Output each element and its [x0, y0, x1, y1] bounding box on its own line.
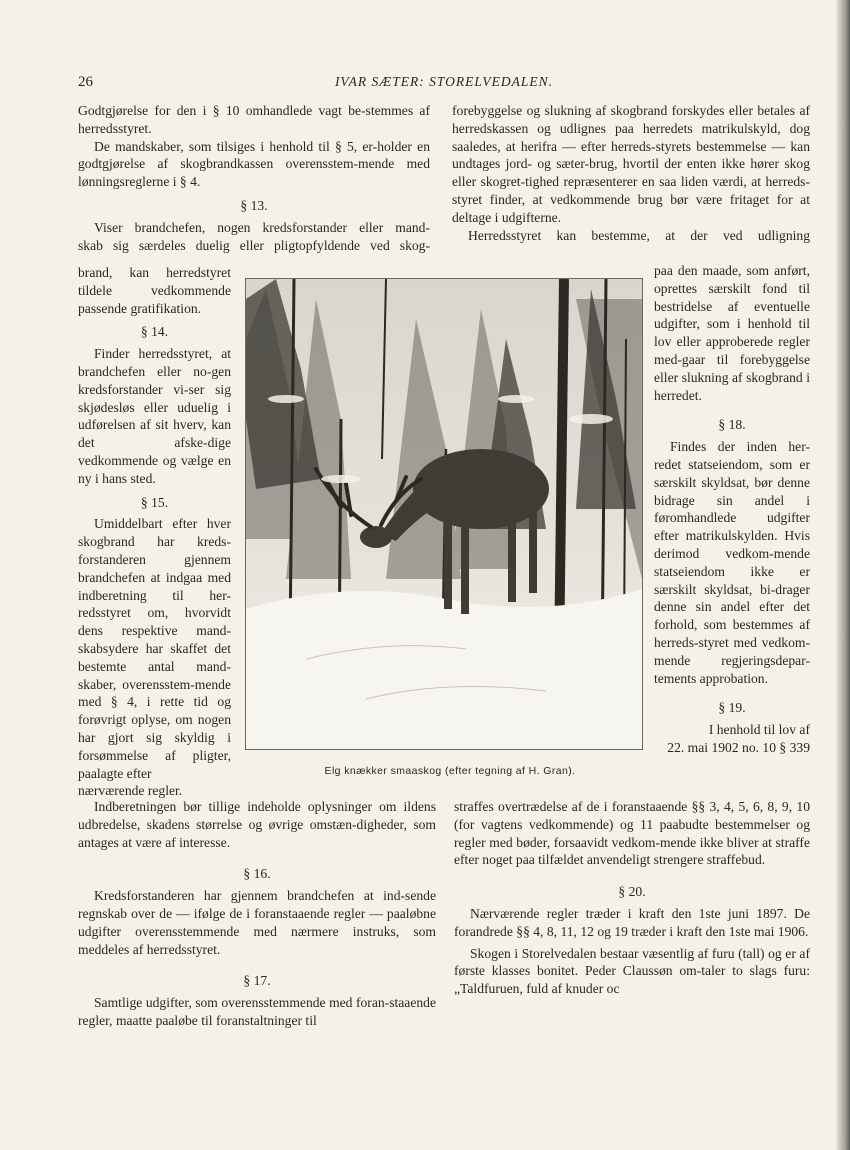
section-heading: § 19.: [718, 700, 746, 716]
paragraph: De mandskaber, som tilsiges i henhold til § 5, er-holder en godtgjørelse af skogbrandkassen overensstem-mende med lønningsreglerne i § 4.: [78, 138, 430, 190]
elk-illustration: [245, 278, 643, 750]
paragraph-line: I henhold til lov af: [708, 722, 810, 738]
paragraph: Findes der inden her-redet statseiendom, som er særskilt skyldsat, bør denne bidrage sin andel i føromhandlede udgifter efter matrikulskylden. Hvis derimod vedkom-mende statseiendom ikke er særskilt skyldsat, bi-drager denne sin andel efter det forhold, som bestemmes af herreds-styret med vedkom-mende regjeringsdepar-tements approbation.: [654, 439, 810, 686]
section-heading: § 13.: [240, 197, 268, 213]
elk-forest-drawing: [246, 279, 642, 749]
page-edge-shadow: [836, 0, 850, 1150]
section-heading: § 18.: [718, 417, 746, 433]
left-column-bottom: [78, 798, 436, 1030]
paragraph: Finder herredsstyret, at brandchefen eller no-gen kredsforstander vi-ser sig skjødesløs eller uduelig i udførelsen af sit hverv, kan det afske-dige vedkommende og vælge en ny i hans sted.: [78, 346, 231, 486]
section-heading: § 17.: [243, 973, 271, 989]
figure-caption: Elg knækker smaaskog (efter tegning af H. Gran).: [324, 765, 576, 777]
running-title: IVAR SÆTER: STORELVEDALEN.: [334, 74, 554, 89]
paragraph-line: skab sig særdeles duelig eller pligtopfyldende ved skog-: [78, 237, 430, 253]
section-heading: § 15.: [140, 494, 169, 510]
paragraph-line: Viser brandchefen, nogen kredsforstander eller mand-: [94, 219, 430, 235]
section-heading: § 16.: [243, 866, 271, 882]
paragraph: Kredsforstanderen har gjennem brandchefen at ind-sende regnskab over de — ifølge de i foranstaaende regler — paaløbne udgifter overensstemmende med nærmere instruks, som meddeles af herredsstyret.: [78, 888, 436, 957]
paragraph: Indberetningen bør tillige indeholde oplysninger om ildens udbredelse, skadens størrelse og øvrige omstæn-digheder, som antages at være af interesse.: [78, 799, 436, 850]
paragraph: Samtlige udgifter, som overensstemmende med foran-staaende regler, maatte paaløbe til foranstaltninger til: [78, 995, 436, 1028]
left-column-top: [78, 102, 430, 254]
paragraph: straffes overtrædelse af de i foranstaaende §§ 3, 4, 5, 6, 8, 9, 10 (for vagtens vedkommende) og 11 paabudte bestemmelser og regler med bøder, forsaavidt vedkom-mende ikke bliver at straffe efter noget paa tilfældet anvendeligt strengere straffebud.: [454, 799, 810, 868]
paragraph-line: Herredsstyret kan bestemme, at der ved udligning: [468, 227, 810, 243]
page-header: [78, 74, 810, 94]
page-number: 26: [78, 74, 93, 90]
right-column-bottom: [454, 798, 810, 998]
left-column-narrow: [78, 264, 231, 800]
paragraph-line: nærværende regler.: [78, 783, 183, 799]
paragraph: forebyggelse og slukning af skogbrand forskydes eller betales af herredskassen og udlignes paa herredets matrikulskyld, dog saaledes, at herifra — efter herreds-styrets bestemmelse — kan undtages jord- og sæter-brug, hvortil der enten ikke hører skog eller skogret-tighed repræsenterer en saa liden værdi, at herreds-styret finder, at vedkommende brug bør være fritaget for at deltage i udgifterne.: [452, 103, 810, 225]
paragraph: brand, kan herredstyret tildele vedkommende passende gratifikation.: [78, 265, 231, 316]
section-heading: § 20.: [618, 884, 646, 900]
right-column-top: [452, 102, 810, 244]
paragraph: Nærværende regler træder i kraft den 1ste juni 1897. De forandrede §§ 4, 8, 11, 12 og 19 træder i kraft den 1ste mai 1906.: [454, 905, 810, 939]
paragraph: Umiddelbart efter hver skogbrand har kreds-forstanderen gjennem brandchefen at indgaa med indberetning til her-redsstyret om, hvorvidt dens respektive mand-skabsydere har skaffet det bestemte antal mand-skaber, overensstem-mende med § 4, i rette tid og forøvrigt oplyse, om nogen har gjort sig skyldig i forsømmelse af pligter, paalagte efter: [78, 516, 231, 781]
section-heading: § 14.: [140, 324, 169, 340]
paragraph-line: 22. mai 1902 no. 10 § 339: [667, 739, 810, 755]
paragraph: Skogen i Storelvedalen bestaar væsentlig af furu (tall) og er af første klasses bonitet. Peder Claussøn om-taler to slags furu: „Taldfuruen, fuld af knuder oc: [454, 945, 810, 997]
paragraph: paa den maade, som anført, oprettes særskilt fond til bestridelse af eventuelle udgifter, som i henhold til lov eller approberede regler med-gaar til forebyggelse eller slukning af skogbrand i herredet.: [654, 263, 810, 403]
right-column-narrow: [654, 262, 810, 757]
paragraph: Godtgjørelse for den i § 10 omhandlede vagt be-stemmes af herredsstyret.: [78, 103, 430, 136]
